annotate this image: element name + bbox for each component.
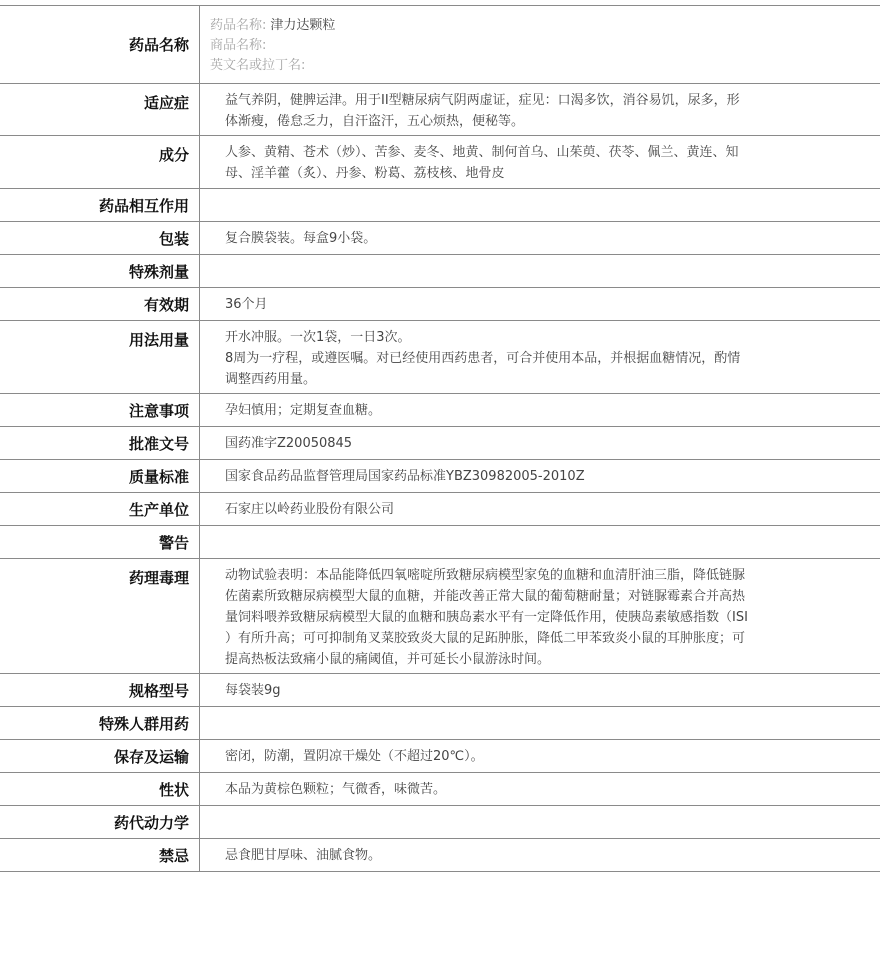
row-label: 特殊人群用药: [0, 707, 200, 739]
row-label: 规格型号: [0, 674, 200, 706]
text-line: 开水冲服。一次1袋，一日3次。: [225, 330, 411, 345]
row-label: 警告: [0, 526, 200, 558]
row-label: 成分: [0, 136, 200, 188]
trade-name-label: 商品名称:: [210, 38, 267, 53]
row-label: 保存及运输: [0, 740, 200, 772]
text-line: 提高热板法致痛小鼠的痛阈值，并可延长小鼠游泳时间。: [225, 652, 551, 667]
row-ingredients: [0, 136, 880, 189]
text-line: 本品为黄棕色颗粒；气微香，味微苦。: [225, 782, 447, 797]
row-warning: [0, 526, 880, 559]
row-value: [200, 189, 880, 221]
text-line: 忌食肥甘厚味、油腻食物。: [225, 848, 382, 863]
text-line: 调整西药用量。: [225, 372, 317, 387]
drug-info-table: [0, 5, 880, 872]
row-label: 批准文号: [0, 427, 200, 459]
generic-name-label: 药品名称:: [210, 18, 267, 33]
row-value: [200, 559, 880, 673]
row-label: 禁忌: [0, 839, 200, 871]
row-value: [200, 84, 880, 135]
text-line: 每袋装9g: [225, 683, 281, 698]
row-value: [200, 674, 880, 706]
row-value: [200, 222, 880, 254]
text-line: 国家食品药品监督管理局国家药品标准YBZ30982005-2010Z: [225, 469, 585, 484]
row-dosage: [0, 321, 880, 394]
row-label: 用法用量: [0, 321, 200, 393]
row-label: 药代动力学: [0, 806, 200, 838]
text-line: 密闭，防潮，置阴凉干燥处（不超过20℃）。: [225, 749, 484, 764]
row-specification: [0, 674, 880, 707]
row-approval-number: [0, 427, 880, 460]
row-value: [200, 136, 880, 188]
row-value: [200, 839, 880, 871]
row-indications: [0, 84, 880, 136]
row-pharmacokinetics: [0, 806, 880, 839]
text-line: 人参、黄精、苍术（炒）、苦参、麦冬、地黄、制何首乌、山茱萸、茯苓、佩兰、黄连、知: [225, 145, 739, 160]
row-label: 注意事项: [0, 394, 200, 426]
row-special-dosage: [0, 255, 880, 288]
row-label: 包装: [0, 222, 200, 254]
text-line: 8周为一疗程，或遵医嘱。对已经使用西药患者，可合并使用本品，并根据血糖情况，酌情: [225, 351, 741, 366]
text-line: 量饲料喂养致糖尿病模型大鼠的血糖和胰岛素水平有一定降低作用，使胰岛素敏感指数（ISI: [225, 610, 748, 625]
row-special-population: [0, 707, 880, 740]
row-quality-standard: [0, 460, 880, 493]
row-label: 特殊剂量: [0, 255, 200, 287]
text-line: 复合膜袋装。每盒9小袋。: [225, 231, 377, 246]
row-precautions: [0, 394, 880, 427]
row-value: [200, 740, 880, 772]
row-contraindications: [0, 839, 880, 872]
row-value: [200, 806, 880, 838]
text-line: 36个月: [225, 297, 268, 312]
row-storage: [0, 740, 880, 773]
row-value: [200, 773, 880, 805]
text-line: 国药准字Z20050845: [225, 436, 353, 451]
generic-name-value: 津力达颗粒: [270, 18, 336, 33]
row-label: 药品名称: [0, 6, 200, 83]
text-line: 体渐瘦，倦怠乏力，自汗盗汗，五心烦热，便秘等。: [225, 114, 525, 129]
text-line: 动物试验表明：本品能降低四氧嘧啶所致糖尿病模型家兔的血糖和血清肝油三脂，降低链脲: [225, 568, 746, 583]
row-shelf-life: [0, 288, 880, 321]
row-label: 药理毒理: [0, 559, 200, 673]
row-value: [200, 493, 880, 525]
row-manufacturer: [0, 493, 880, 526]
text-line: 佐菌素所致糖尿病模型大鼠的血糖，并能改善正常大鼠的葡萄糖耐量；对链脲霉素合并高热: [225, 589, 746, 604]
text-line: 益气养阴，健脾运津。用于II型糖尿病气阴两虚证，症见：口渴多饮，消谷易饥，尿多，形: [225, 93, 740, 108]
row-package: [0, 222, 880, 255]
row-label: 生产单位: [0, 493, 200, 525]
row-value: [200, 394, 880, 426]
row-value: [200, 526, 880, 558]
drug-names-cell: [200, 6, 345, 83]
row-value: [200, 707, 880, 739]
row-label: 适应症: [0, 84, 200, 135]
row-label: 有效期: [0, 288, 200, 320]
row-drug-name: [0, 6, 880, 84]
text-line: 孕妇慎用；定期复查血糖。: [225, 403, 382, 418]
text-line: 母、淫羊藿（炙）、丹参、粉葛、荔枝核、地骨皮: [225, 166, 505, 181]
text-line: 石家庄以岭药业股份有限公司: [225, 502, 395, 517]
row-label: 性状: [0, 773, 200, 805]
row-value: [200, 288, 880, 320]
english-name-label: 英文名或拉丁名:: [210, 58, 306, 73]
row-interactions: [0, 189, 880, 222]
row-value: [200, 427, 880, 459]
row-value: [200, 321, 880, 393]
text-line: ）有所升高；可可抑制角叉菜胶致炎大鼠的足跖肿胀，降低二甲苯致炎小鼠的耳肿胀度；可: [225, 631, 746, 646]
row-description: [0, 773, 880, 806]
row-label: 药品相互作用: [0, 189, 200, 221]
generic-name-line: [210, 16, 335, 36]
row-label: 质量标准: [0, 460, 200, 492]
row-pharmacology: [0, 559, 880, 674]
row-value: [200, 255, 880, 287]
row-value: [200, 460, 880, 492]
